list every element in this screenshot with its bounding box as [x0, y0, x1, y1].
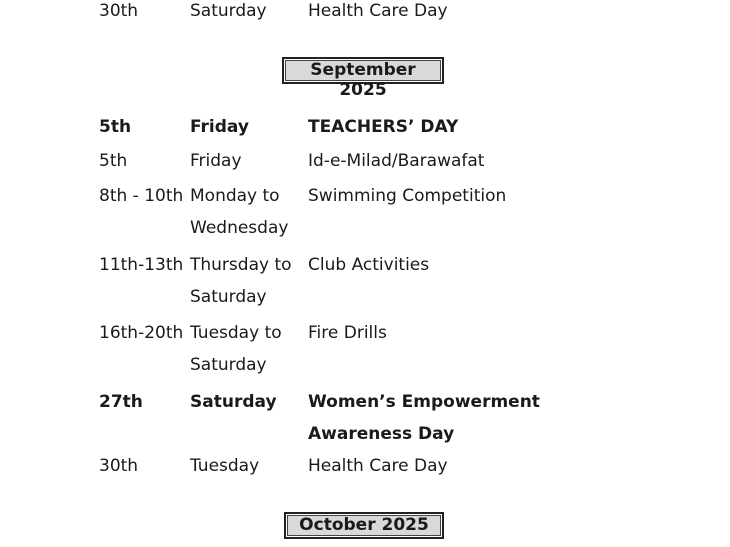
event-date: 5th — [99, 151, 128, 171]
event-day: Thursday to Saturday — [190, 255, 292, 307]
month-heading-september: September 2025 — [282, 57, 444, 84]
event-day: Monday to Wednesday — [190, 186, 289, 238]
event-date: 5th — [99, 117, 132, 137]
event-date: 30th — [99, 456, 139, 476]
event-name: Swimming Competition — [308, 186, 507, 206]
event-day: Tuesday — [190, 456, 260, 476]
event-name: Fire Drills — [308, 323, 387, 343]
event-date: 11th-13th — [99, 255, 184, 275]
event-date: 16th-20th — [99, 323, 184, 343]
event-name: Id-e-Milad/Barawafat — [308, 151, 485, 171]
event-date: 8th - 10th — [99, 186, 184, 206]
event-name: Women’s Empowerment Awareness Day — [308, 392, 540, 444]
event-name: Health Care Day — [308, 1, 448, 21]
event-date: 30th — [99, 1, 139, 21]
event-day: Friday — [190, 151, 242, 171]
event-day: Saturday — [190, 1, 267, 21]
month-heading-october: October 2025 — [284, 512, 444, 539]
event-day: Friday — [190, 117, 249, 137]
event-name: Health Care Day — [308, 456, 448, 476]
event-date: 27th — [99, 392, 143, 412]
event-name: Club Activities — [308, 255, 430, 275]
event-day: Tuesday to Saturday — [190, 323, 282, 375]
event-day: Saturday — [190, 392, 277, 412]
event-name: TEACHERS’ DAY — [308, 117, 459, 137]
